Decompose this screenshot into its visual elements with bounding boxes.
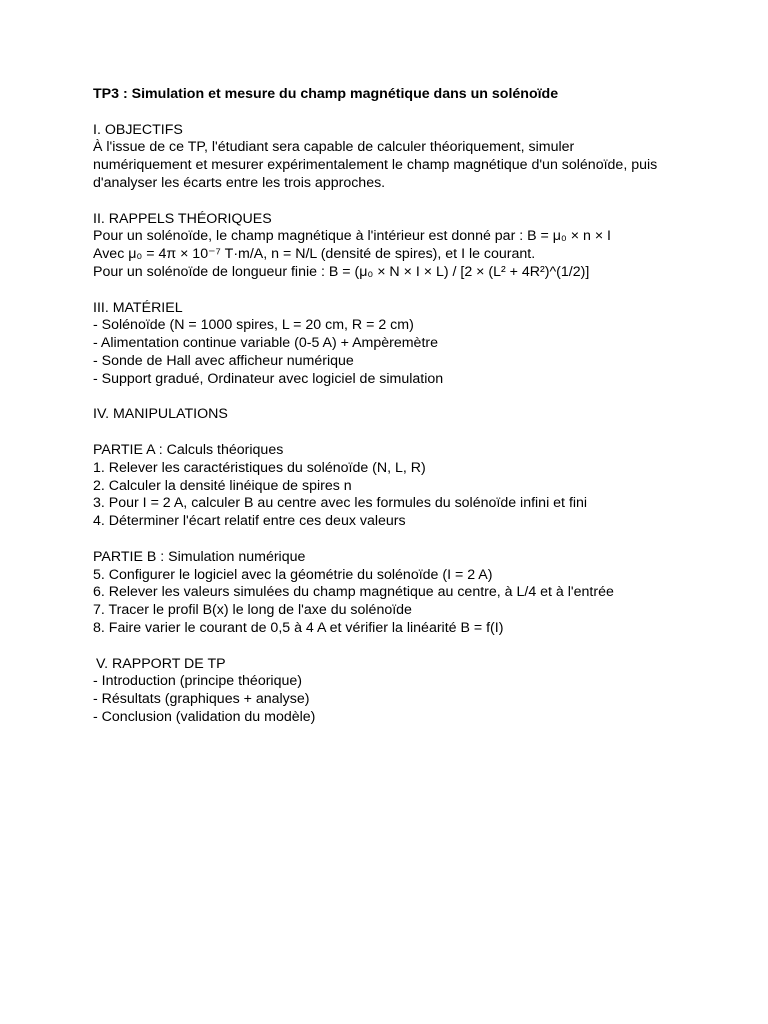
list-item: 4. Déterminer l'écart relatif entre ces deux valeurs <box>93 513 406 530</box>
section-heading-rapport: V. RAPPORT DE TP <box>96 655 226 672</box>
list-item: 6. Relever les valeurs simulées du champ magnétique au centre, à L/4 et à l'entrée <box>93 584 614 601</box>
section-materiel <box>93 300 693 389</box>
subsection-heading-partie-b: PARTIE B : Simulation numérique <box>93 548 306 565</box>
list-item: 1. Relever les caractéristiques du solénoïde (N, L, R) <box>93 459 426 476</box>
spacer <box>93 424 693 442</box>
list-item: - Résultats (graphiques + analyse) <box>93 691 310 708</box>
list-item: 8. Faire varier le courant de 0,5 à 4 A et vérifier la linéarité B = f(I) <box>93 619 504 636</box>
list-item: - Introduction (principe théorique) <box>93 673 302 690</box>
list-item: - Sonde de Hall avec afficheur numérique <box>93 352 354 369</box>
paragraph-line: À l'issue de ce TP, l'étudiant sera capable de calculer théoriquement, simuler <box>93 139 575 156</box>
section-objectifs <box>93 122 693 193</box>
section-partie-a <box>93 442 693 531</box>
document-title: TP3 : Simulation et mesure du champ magnétique dans un solénoïde <box>93 86 559 102</box>
list-item: 3. Pour I = 2 A, calculer B au centre avec les formules du solénoïde infini et fini <box>93 495 588 512</box>
list-item: - Conclusion (validation du modèle) <box>93 708 316 725</box>
section-rappels <box>93 211 693 282</box>
section-heading-manipulations: IV. MANIPULATIONS <box>93 406 228 423</box>
spacer <box>93 638 693 656</box>
section-heading-materiel: III. MATÉRIEL <box>93 299 183 316</box>
list-item: - Solénoïde (N = 1000 spires, L = 20 cm, R = 2 cm) <box>93 317 414 334</box>
list-item: - Support gradué, Ordinateur avec logiciel de simulation <box>93 370 444 387</box>
list-item: 7. Tracer le profil B(x) le long de l'axe du solénoïde <box>93 602 412 619</box>
formula-line: Pour un solénoïde de longueur finie : B = (μ₀ × N × I × L) / [2 × (L² + 4R²)^(1/2)] <box>93 263 590 280</box>
spacer <box>93 104 693 122</box>
section-rapport <box>93 656 693 727</box>
spacer <box>93 193 693 211</box>
section-partie-b <box>93 549 693 638</box>
subsection-heading-partie-a: PARTIE A : Calculs théoriques <box>93 441 284 458</box>
paragraph-line: numériquement et mesurer expérimentalement le champ magnétique d'un solénoïde, puis <box>93 157 658 174</box>
spacer <box>93 531 693 549</box>
spacer <box>93 282 693 300</box>
list-item: - Alimentation continue variable (0-5 A) + Ampèremètre <box>93 335 439 352</box>
spacer <box>93 389 693 407</box>
list-item: 2. Calculer la densité linéique de spires n <box>93 477 352 494</box>
section-heading-rappels: II. RAPPELS THÉORIQUES <box>93 210 272 227</box>
paragraph-line: d'analyser les écarts entre les trois approches. <box>93 174 386 191</box>
formula-line: Avec μ₀ = 4π × 10⁻⁷ T·m/A, n = N/L (densité de spires), et I le courant. <box>93 246 536 263</box>
list-item: 5. Configurer le logiciel avec la géométrie du solénoïde (I = 2 A) <box>93 566 493 583</box>
section-heading-objectifs: I. OBJECTIFS <box>93 121 183 138</box>
formula-line: Pour un solénoïde, le champ magnétique à l'intérieur est donné par : B = μ₀ × n × I <box>93 228 611 245</box>
document-body <box>93 86 693 727</box>
